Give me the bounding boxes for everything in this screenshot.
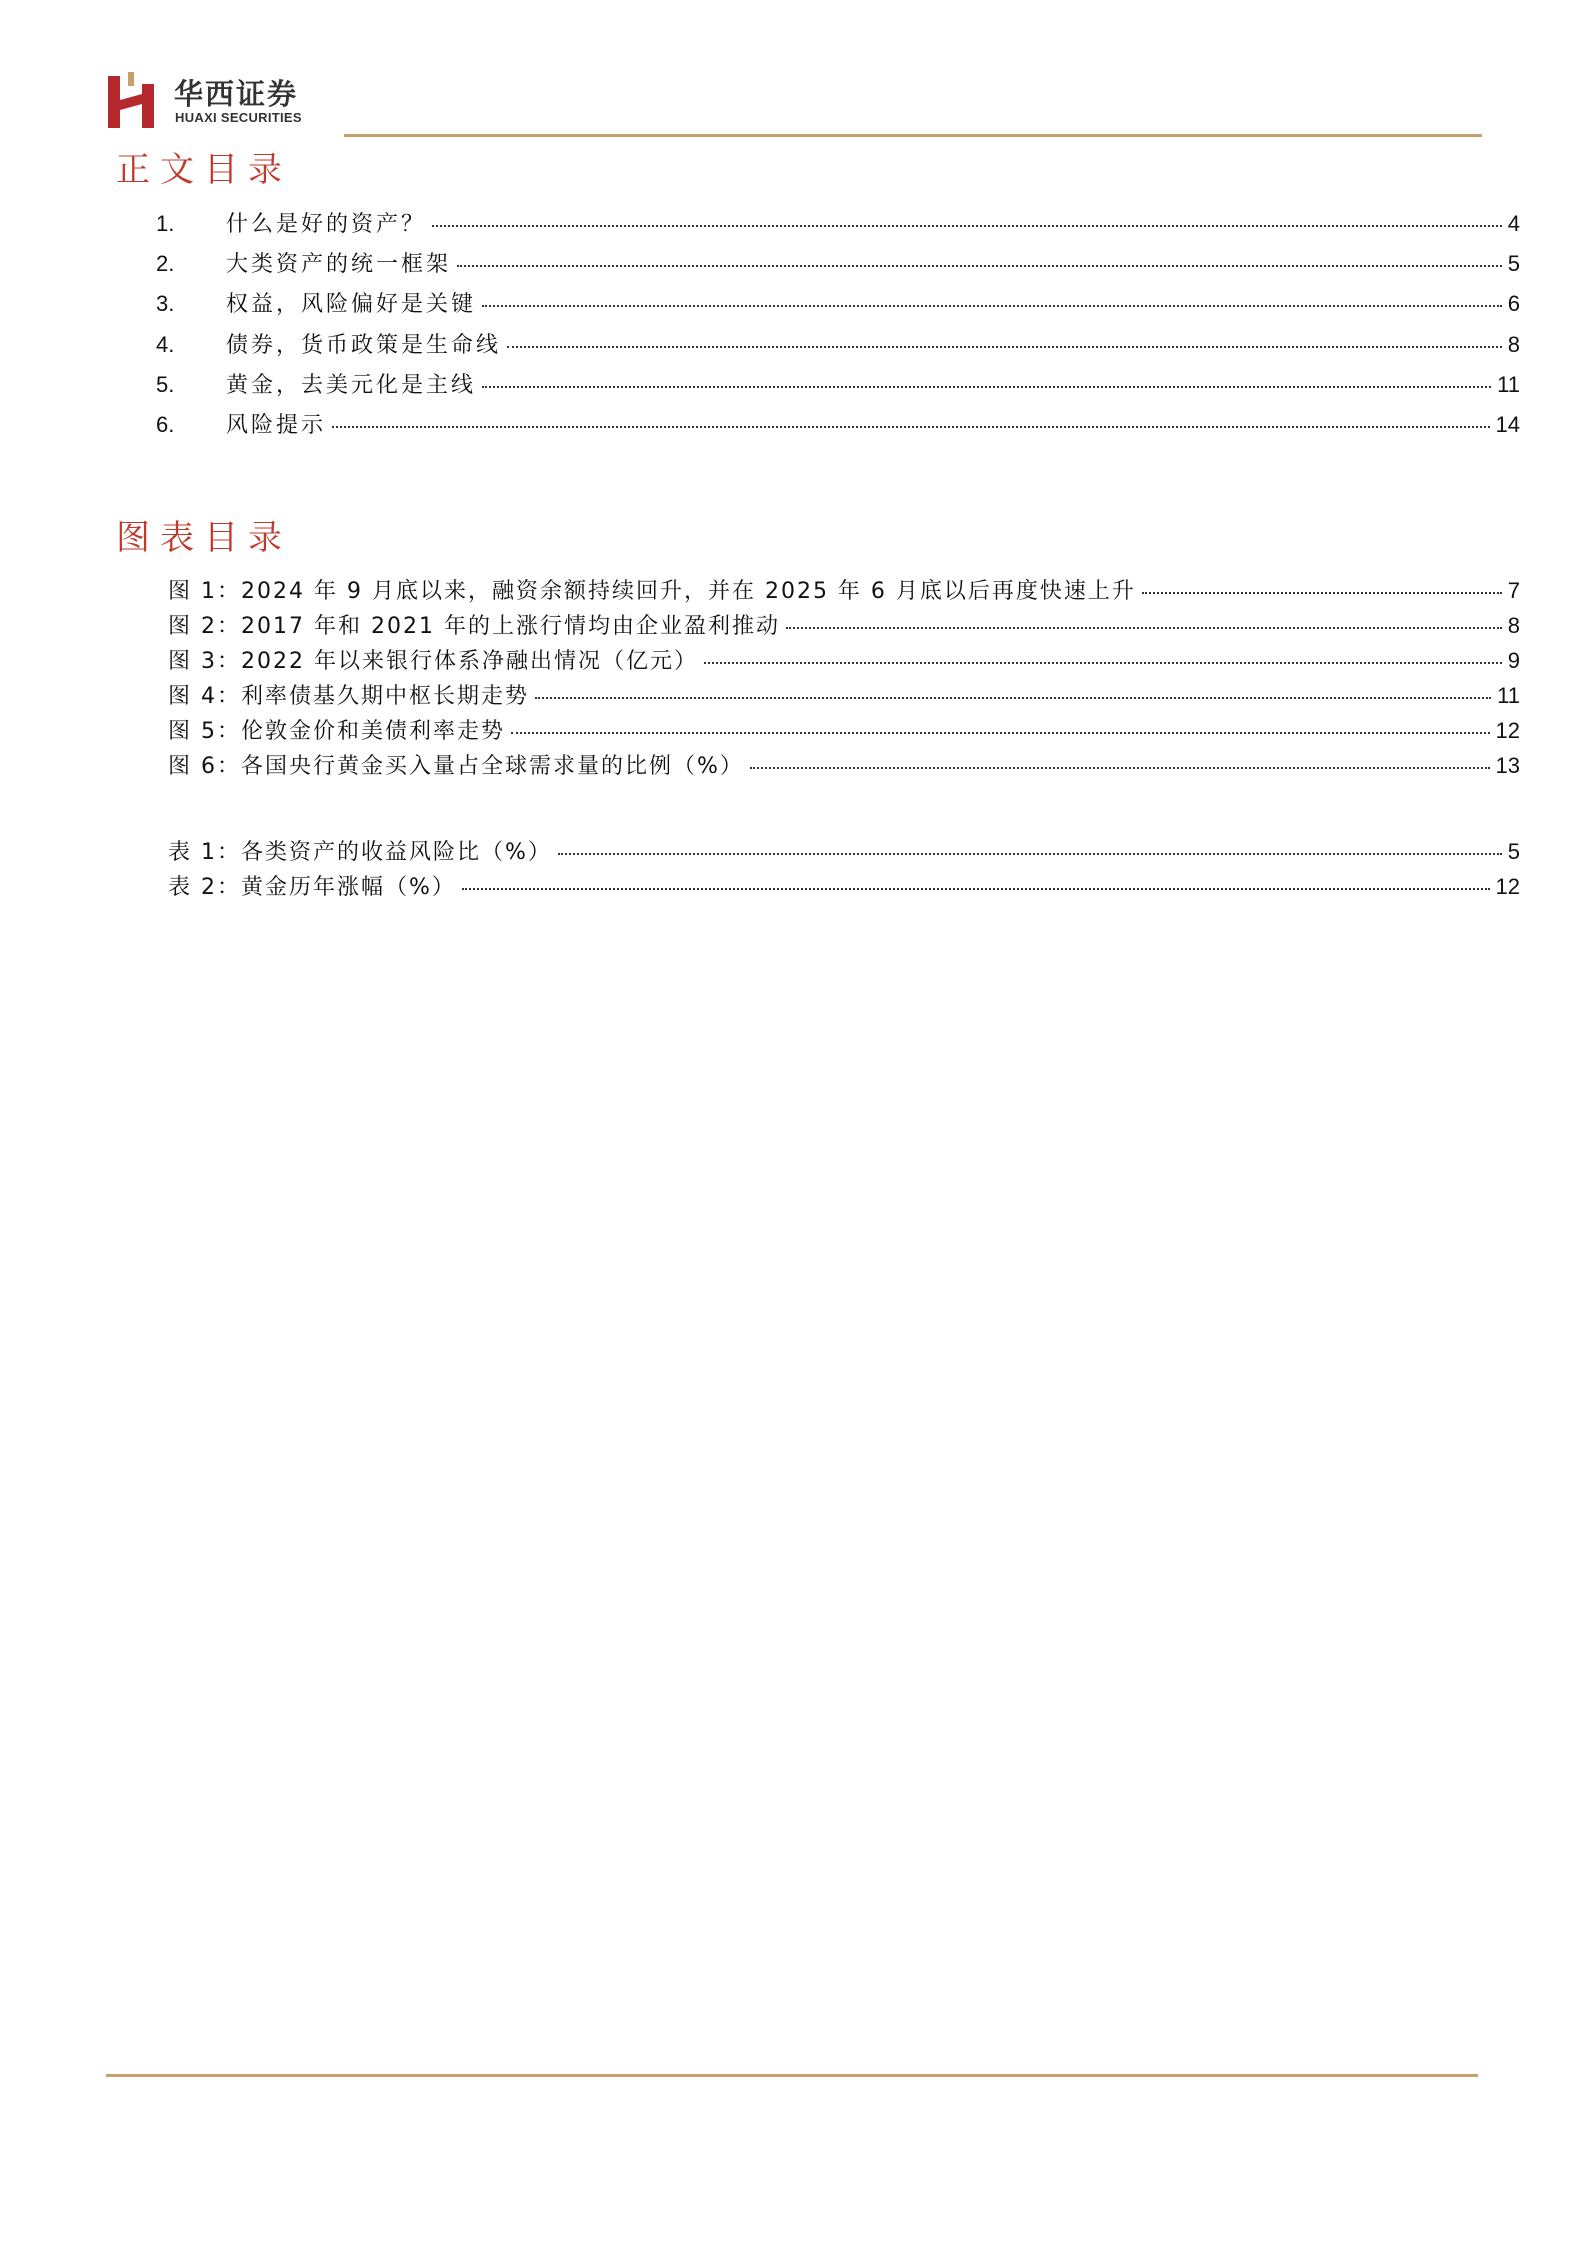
toc-leader-dots [704,662,1502,664]
figure-entry-page: 12 [1495,718,1520,743]
figure-entry-page: 11 [1497,683,1520,708]
figure-entry-page: 8 [1507,613,1520,638]
toc-entry-number: 4. [156,332,175,357]
toc-entry-title: 大类资产的统一框架 [226,252,452,277]
figure-entry-title: 图 4：利率债基久期中枢长期走势 [168,684,529,709]
toc-entry-number: 5. [156,372,175,397]
toc-entry-title: 黄金，去美元化是主线 [226,373,477,398]
toc-leader-dots [482,305,1502,307]
toc-leader-dots [750,767,1490,769]
toc-entry[interactable] [156,371,1520,400]
figure-entry-page: 9 [1507,648,1520,673]
toc-entry-number: 6. [156,412,175,437]
footer-divider [106,2074,1478,2077]
figure-entry-title: 图 6：各国央行黄金买入量占全球需求量的比例（%） [168,754,744,779]
table-entry-page: 12 [1495,874,1520,899]
toc-leader-dots [1142,592,1502,594]
toc-leader-dots [535,697,1491,699]
figure-entry-title: 图 5：伦敦金价和美债利率走势 [168,719,505,744]
toc-leader-dots [482,386,1491,388]
table-entry[interactable] [168,873,1520,902]
toc-leader-dots [511,732,1490,734]
toc-entry-title: 权益，风险偏好是关键 [226,292,477,317]
figure-entry[interactable] [168,717,1520,746]
toc-entry-number: 3. [156,291,175,316]
toc-entry-page: 6 [1507,291,1520,316]
figure-entry[interactable] [168,647,1520,676]
toc-entry-page: 11 [1497,372,1520,397]
table-entry[interactable] [168,838,1520,867]
figure-entry-page: 7 [1507,578,1520,603]
toc-leader-dots [507,346,1502,348]
brand-name-cn: 华西证券 [174,77,299,111]
brand-logo [106,70,324,132]
toc-entry-title: 债券，货币政策是生命线 [226,333,502,358]
figure-entry[interactable] [168,682,1520,711]
main-toc-title: 正文目录 [116,150,292,190]
toc-leader-dots [786,627,1502,629]
toc-entry-page: 8 [1507,332,1520,357]
toc-leader-dots [457,265,1502,267]
figure-entry[interactable] [168,752,1520,781]
brand-name-en: HUAXI SECURITIES [175,110,302,125]
toc-leader-dots [332,426,1490,428]
table-entry-page: 5 [1507,839,1520,864]
toc-entry[interactable] [156,411,1520,440]
toc-entry-page: 4 [1507,211,1520,236]
toc-entry[interactable] [156,210,1520,239]
toc-entry[interactable] [156,250,1520,279]
toc-entry-page: 5 [1507,251,1520,276]
figure-entry-title: 图 3：2022 年以来银行体系净融出情况（亿元） [168,649,698,674]
figure-entry[interactable] [168,612,1520,641]
toc-leader-dots [558,853,1502,855]
figure-toc-title: 图表目录 [116,518,292,558]
toc-leader-dots [432,225,1502,227]
toc-entry-title: 什么是好的资产？ [226,212,427,237]
figure-entry-title: 图 2：2017 年和 2021 年的上涨行情均由企业盈利推动 [168,614,780,639]
table-entry-title: 表 2：黄金历年涨幅（%） [168,875,456,900]
figure-entry-title: 图 1：2024 年 9 月底以来，融资余额持续回升，并在 2025 年 6 月底以后再度快速上升 [168,579,1136,604]
huaxi-logo-icon [106,70,158,130]
table-entry-title: 表 1：各类资产的收益风险比（%） [168,840,552,865]
figure-entry[interactable] [168,577,1520,606]
toc-entry[interactable] [156,331,1520,360]
toc-entry-number: 1. [156,211,175,236]
header-divider [344,134,1482,137]
toc-entry-page: 14 [1495,412,1520,437]
toc-entry-title: 风险提示 [226,413,327,438]
toc-leader-dots [462,888,1490,890]
figure-entry-page: 13 [1495,753,1520,778]
toc-entry[interactable] [156,290,1520,319]
toc-entry-number: 2. [156,251,175,276]
